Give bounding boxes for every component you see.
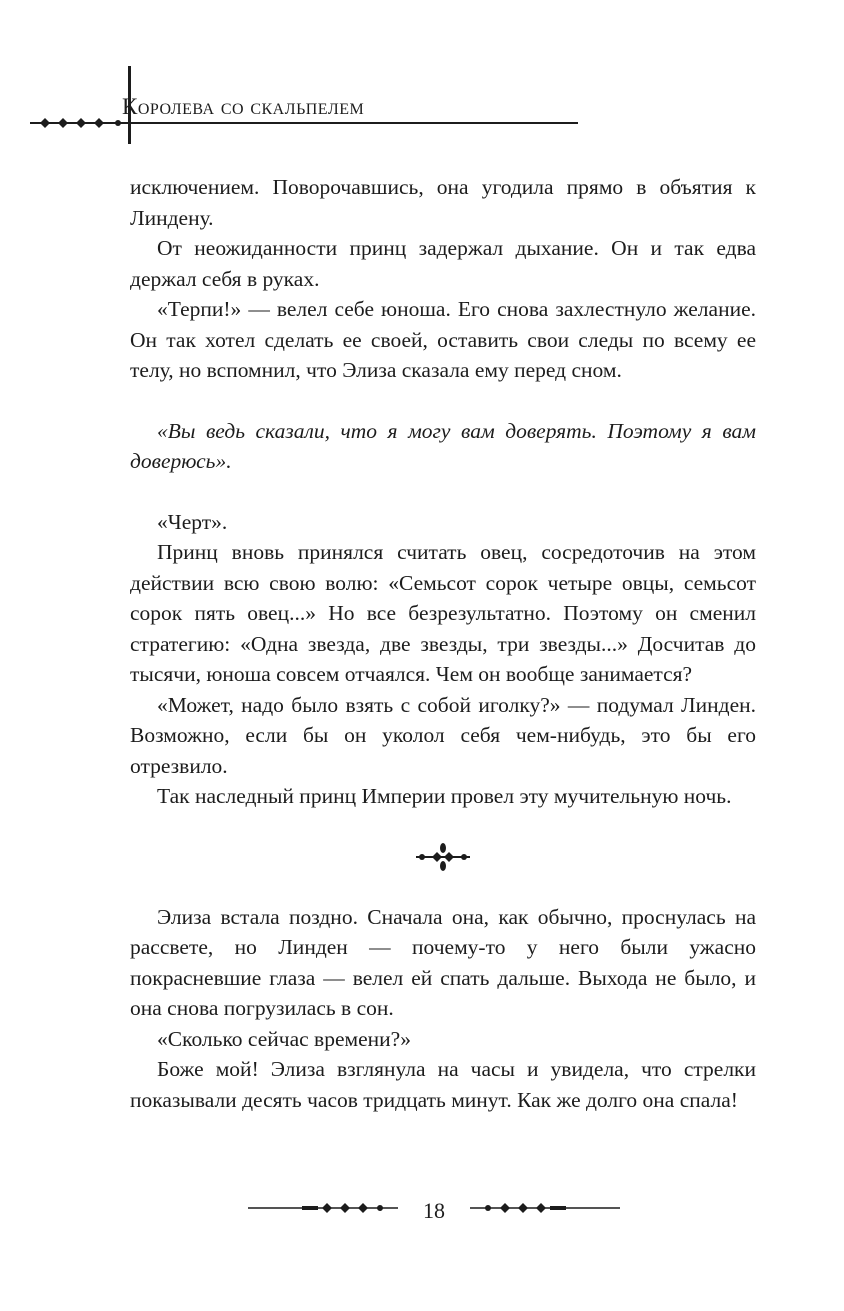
section-separator — [130, 812, 756, 902]
paragraph: «Может, надо было взять с собой иголку?» — подумал Линден. Возможно, если бы он уколол себя чем-нибудь, это бы его отрезвило. — [130, 692, 756, 778]
paragraph: Принц вновь принялся считать овец, сосредоточив на этом действии всю свою волю: «Семьсот сорок четыре овцы, семьсот сорок пять овец...» Но все безрезультатно. Поэтому он сменил стратегию: «Одна звезда, две звезды, три звезды...» Досчитав до тысячи, юноша совсем отчаялся. Чем он вообще занимается? — [130, 540, 756, 686]
paragraph: «Черт». — [157, 509, 228, 534]
page-number: 18 — [423, 1198, 445, 1223]
paragraph: Боже мой! Элиза взглянула на часы и увидела, что стрелки показывали десять часов тридцать минут. Как же долго она спала! — [130, 1057, 756, 1112]
running-header — [0, 60, 600, 140]
paragraph: «Терпи!» — велел себе юноша. Его снова захлестнуло желание. Он так хотел сделать ее своей, оставить свои следы по всему ее телу, но вспомнил, что Элиза сказала ему перед сном. — [130, 297, 756, 382]
paragraph: От неожиданности принц задержал дыхание. Он и так едва держал себя в руках. — [130, 236, 756, 291]
header-rule — [110, 122, 578, 124]
footer-ornament-right-icon — [470, 1200, 620, 1216]
paragraph: Элиза встала поздно. Сначала она, как обычно, проснулась на рассвете, но Линден — почему-то у него были ужасно покрасневшие глаза — велел ей спать дальше. Выхода не было, и она снова погрузилась в сон. — [130, 904, 756, 1020]
italic-quote: «Вы ведь сказали, что я могу вам доверять. Поэтому я вам доверюсь». — [130, 418, 756, 473]
paragraph: «Сколько сейчас времени?» — [157, 1026, 411, 1051]
paragraph: Так наследный принц Империи провел эту мучительную ночь. — [157, 784, 732, 808]
main-text — [130, 172, 756, 1115]
book-title: Королева со скальпелем — [122, 94, 365, 119]
fleuron-icon — [416, 842, 470, 872]
footer-ornament-left-icon — [248, 1200, 398, 1216]
page-footer — [0, 1196, 844, 1226]
paragraph: исключением. Поворочавшись, она угодила прямо в объятия к Линдену. — [130, 175, 756, 230]
header-ornament-icon — [30, 116, 140, 130]
